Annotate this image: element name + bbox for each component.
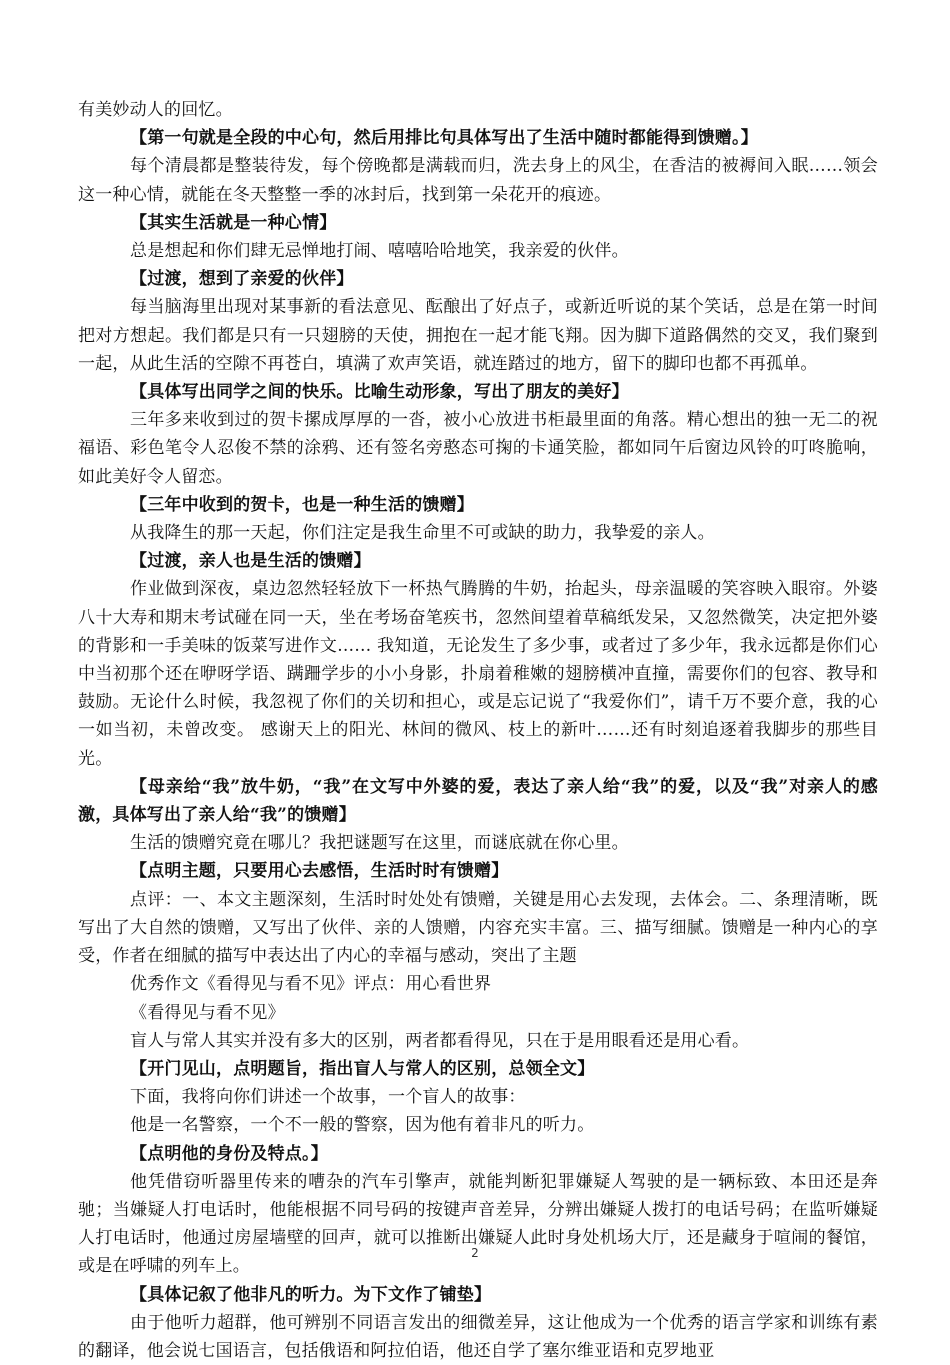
body-paragraph: 三年多来收到过的贺卡摞成厚厚的一沓，被小心放进书柜最里面的角落。精心想出的独一无二的祝福语、彩色笔令人忍俊不禁的涂鸦、还有签名旁憨态可掬的卡通笑脸，都如同午后窗边风铃的叮咚脆响，如此美好令人留恋。 (78, 410, 878, 487)
commentary-note: 【其实生活就是一种心情】 (130, 212, 337, 233)
commentary-note: 【点明主题，只要用心去感悟，生活时时有馈赠】 (130, 861, 509, 882)
commentary-note: 【母亲给“我”放牛奶，“我”在文写中外婆的爱，表达了亲人给“我”的爱，以及“我”对亲人的感激，具体写出了亲人给“我”的馈赠】 (78, 776, 878, 826)
commentary-note: 【具体记叙了他非凡的听力。为下文作了铺垫】 (130, 1284, 492, 1305)
body-paragraph: 生活的馈赠究竟在哪儿？我把谜题写在这里，而谜底就在你心里。 (130, 833, 629, 854)
commentary-note: 【点明他的身份及特点。】 (130, 1143, 328, 1164)
commentary-note: 【三年中收到的贺卡，也是一种生活的馈赠】 (130, 494, 474, 515)
body-paragraph: 从我降生的那一天起，你们注定是我生命里不可或缺的助力，我挚爱的亲人。 (130, 523, 715, 544)
body-paragraph: 点评：一、本文主题深刻，生活时时处处有馈赠，关键是用心去发现，去体会。二、条理清晰，既写出了大自然的馈赠，又写出了伙伴、亲的人馈赠，内容充实丰富。三、描写细腻。馈赠是一种内心的享受，作者在细腻的描写中表达出了内心的幸福与感动，突出了主题 (78, 889, 878, 967)
body-paragraph: 优秀作文《看得见与看不见》评点：用心看世界 (130, 974, 492, 995)
body-paragraph: 他凭借窃听器里传来的嘈杂的汽车引擎声，就能判断犯罪嫌疑人驾驶的是一辆标致、本田还是奔驰；当嫌疑人打电话时，他能根据不同号码的按键声音差异，分辨出嫌疑人拨打的电话号码；在监听嫌疑人打电话时，他通过房屋墙壁的回声，就可以推断出嫌疑人此时身处机场大厅，还是藏身于喧闹的餐馆，或是在呼啸的列车上。 (78, 1171, 878, 1277)
body-paragraph: 下面，我将向你们讲述一个故事，一个盲人的故事： (130, 1087, 526, 1108)
document-body (78, 96, 878, 1365)
commentary-note: 【过渡，想到了亲爱的伙伴】 (130, 269, 354, 290)
commentary-note: 【开门见山，点明题旨，指出盲人与常人的区别，总领全文】 (130, 1058, 595, 1079)
commentary-note: 【具体写出同学之间的快乐。比喻生动形象，写出了朋友的美好】 (130, 382, 629, 403)
body-paragraph: 由于他听力超群，他可辨别不同语言发出的细微差异，这让他成为一个优秀的语言学家和训练有素的翻译，他会说七国语言，包括俄语和阿拉伯语，他还自学了塞尔维亚语和克罗地亚 (78, 1312, 878, 1361)
body-paragraph: 有美妙动人的回忆。 (78, 100, 233, 120)
page-number: 2 (471, 1246, 479, 1260)
body-paragraph: 每当脑海里出现对某事新的看法意见、酝酿出了好点子，或新近听说的某个笑话，总是在第一时间把对方想起。我们都是只有一只翅膀的天使，拥抱在一起才能飞翔。因为脚下道路偶然的交叉，我们聚到一起，从此生活的空隙不再苍白，填满了欢声笑语，就连踏过的地方，留下的脚印也都不再孤单。 (78, 297, 878, 374)
body-paragraph: 《看得见与看不见》 (130, 1002, 285, 1023)
body-paragraph: 盲人与常人其实并没有多大的区别，两者都看得见，只在于是用眼看还是用心看。 (130, 1030, 750, 1051)
body-paragraph: 作业做到深夜，桌边忽然轻轻放下一杯热气腾腾的牛奶，抬起头，母亲温暖的笑容映入眼帘。外婆八十大寿和期末考试碰在同一天，坐在考场奋笔疾书，忽然间望着草稿纸发呆，又忽然微笑，决定把外婆的背影和一手美味的饭菜写进作文…… 我知道，无论发生了多少事，或者过了多少年，我永远都是你们心中当初那个还在咿呀学语、蹒跚学步的小小身影，扑扇着稚嫩的翅膀横冲直撞，需要你们的包容、教导和鼓励。无论什么时候，我忽视了你们的关切和担心，或是忘记说了“我爱你们”，请千万不要介意，我的心一如当初，未曾改变。 感谢天上的阳光、林间的微风、枝上的新叶……还有时刻追逐着我脚步的那些目光。 (78, 579, 878, 769)
body-paragraph: 总是想起和你们肆无忌惮地打闹、嘻嘻哈哈地笑，我亲爱的伙伴。 (130, 241, 629, 262)
commentary-note: 【过渡，亲人也是生活的馈赠】 (130, 551, 371, 572)
commentary-note: 【第一句就是全段的中心句，然后用排比句具体写出了生活中随时都能得到馈赠。】 (130, 128, 758, 149)
body-paragraph: 他是一名警察，一个不一般的警察，因为他有着非凡的听力。 (130, 1115, 595, 1136)
body-paragraph: 每个清晨都是整装待发，每个傍晚都是满载而归，洗去身上的风尘，在香洁的被褥间入眠……领会这一种心情，就能在冬天整整一季的冰封后，找到第一朵花开的痕迹。 (78, 156, 878, 205)
